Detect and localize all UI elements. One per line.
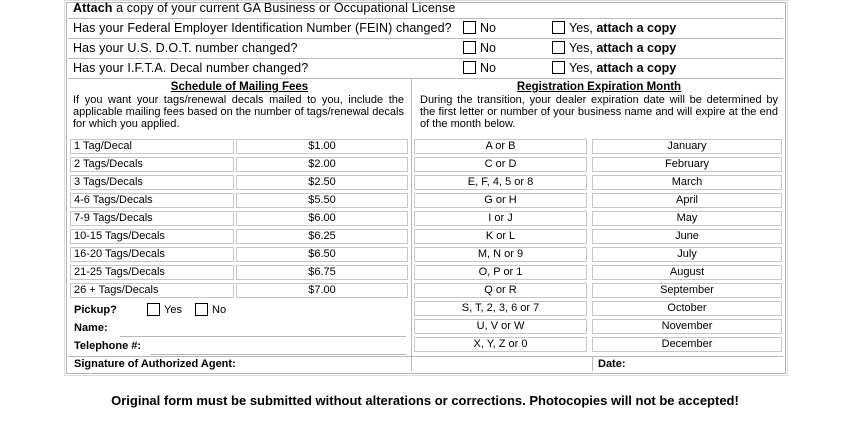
month-cell xyxy=(592,247,782,262)
letters-cell xyxy=(414,301,587,316)
expiration-month: December xyxy=(661,338,713,350)
dot-no-label: No xyxy=(480,41,496,55)
letters-cell xyxy=(414,265,587,280)
fees-description: If you want your tags/renewal decals mailed to you, include the applicable mailing fees based on the number of tags/renewal decals for which you applied. xyxy=(73,94,404,130)
fee-amount-cell xyxy=(236,193,408,208)
question-ifta: Has your I.F.T.A. Decal number changed? xyxy=(73,61,309,75)
fee-amount-cell xyxy=(236,265,408,280)
expiration-letters: M, N or 9 xyxy=(477,248,524,260)
expiration-letters: C or D xyxy=(484,158,517,170)
question-dot: Has your U.S. D.O.T. number changed? xyxy=(73,41,298,55)
fee-label: 2 Tags/Decals xyxy=(74,158,143,170)
expiration-letters: O, P or 1 xyxy=(478,266,523,278)
expiration-month: May xyxy=(676,212,698,224)
dot-yes-checkbox[interactable] xyxy=(552,41,565,54)
ifta-yes-checkbox[interactable] xyxy=(552,61,565,74)
signature-label: Signature of Authorized Agent: xyxy=(74,358,236,370)
letters-cell xyxy=(414,157,587,172)
telephone-label: Telephone #: xyxy=(74,340,142,352)
fee-amount: $2.00 xyxy=(308,158,336,170)
divider xyxy=(68,58,783,59)
fee-label: 10-15 Tags/Decals xyxy=(74,230,165,242)
letters-cell xyxy=(414,229,587,244)
month-cell xyxy=(592,139,782,154)
fee-label-cell xyxy=(70,175,234,190)
expiration-month: November xyxy=(661,320,713,332)
fee-label-cell xyxy=(70,193,234,208)
fees-title: Schedule of Mailing Fees xyxy=(170,81,309,93)
fee-amount: $6.75 xyxy=(308,266,336,278)
expiration-letters: X, Y, Z or 0 xyxy=(473,338,528,350)
fein-no-checkbox[interactable] xyxy=(463,21,476,34)
expiration-month: June xyxy=(675,230,699,242)
fee-amount: $6.00 xyxy=(308,212,336,224)
letters-cell xyxy=(414,211,587,226)
fee-amount: $1.00 xyxy=(308,140,336,152)
fee-label-cell xyxy=(70,157,234,172)
expiration-letters: S, T, 2, 3, 6 or 7 xyxy=(461,302,540,314)
divider xyxy=(68,78,783,79)
month-cell xyxy=(592,193,782,208)
fee-label: 21-25 Tags/Decals xyxy=(74,266,165,278)
letters-cell xyxy=(414,175,587,190)
letters-cell xyxy=(414,283,587,298)
expiration-month: February xyxy=(664,158,710,170)
month-cell xyxy=(592,229,782,244)
divider xyxy=(592,356,593,371)
letters-cell xyxy=(414,247,587,262)
month-cell xyxy=(592,157,782,172)
ifta-no-label: No xyxy=(480,61,496,75)
attach-text: a copy of your current GA Business or Occupational License xyxy=(112,1,456,15)
expiration-month: September xyxy=(660,284,714,296)
letters-cell xyxy=(414,337,587,352)
expiration-title: Registration Expiration Month xyxy=(516,81,682,93)
dot-no-checkbox[interactable] xyxy=(463,41,476,54)
fee-amount: $5.50 xyxy=(308,194,336,206)
expiration-month: October xyxy=(667,302,707,314)
fee-label: 26 + Tags/Decals xyxy=(74,284,159,296)
month-cell xyxy=(592,337,782,352)
expiration-month: August xyxy=(669,266,705,278)
attach-bold: Attach xyxy=(73,1,113,15)
fee-label-cell xyxy=(70,229,234,244)
fee-amount: $6.25 xyxy=(308,230,336,242)
pickup-no-label: No xyxy=(212,304,227,316)
fee-label: 16-20 Tags/Decals xyxy=(74,248,165,260)
expiration-letters: K or L xyxy=(485,230,516,242)
month-cell xyxy=(592,301,782,316)
ifta-yes-label: Yes, attach a copy xyxy=(569,61,677,75)
fee-label-cell xyxy=(70,247,234,262)
name-field[interactable] xyxy=(120,336,406,337)
fee-amount: $6.50 xyxy=(308,248,336,260)
fein-no-label: No xyxy=(480,21,496,35)
attach-line xyxy=(73,1,455,15)
name-label: Name: xyxy=(74,322,108,334)
ifta-no-checkbox[interactable] xyxy=(463,61,476,74)
fee-amount: $7.00 xyxy=(308,284,336,296)
fee-label-cell xyxy=(70,211,234,226)
fee-label: 3 Tags/Decals xyxy=(74,176,143,188)
month-cell xyxy=(592,319,782,334)
expiration-description: During the transition, your dealer expiration date will be determined by the first letter or number of your business name and will expire at the end of the month below. xyxy=(420,94,778,130)
expiration-month: March xyxy=(671,176,703,188)
expiration-month: July xyxy=(677,248,697,260)
expiration-letters: U, V or W xyxy=(476,320,525,332)
pickup-yes-checkbox[interactable] xyxy=(147,303,160,316)
fee-label: 1 Tag/Decal xyxy=(74,140,132,152)
pickup-no-checkbox[interactable] xyxy=(195,303,208,316)
month-cell xyxy=(592,283,782,298)
fee-amount: $2.50 xyxy=(308,176,336,188)
divider xyxy=(68,38,783,39)
fee-amount-cell xyxy=(236,229,408,244)
fein-yes-label: Yes, attach a copy xyxy=(569,21,677,35)
panel-divider xyxy=(411,79,412,371)
dot-yes-label: Yes, attach a copy xyxy=(569,41,677,55)
pickup-yes-label: Yes xyxy=(164,304,182,316)
fee-amount-cell xyxy=(236,283,408,298)
letters-cell xyxy=(414,139,587,154)
question-fein: Has your Federal Employer Identification Number (FEIN) changed? xyxy=(73,21,452,35)
fee-amount-cell xyxy=(236,211,408,226)
letters-cell xyxy=(414,193,587,208)
fee-label-cell xyxy=(70,139,234,154)
expiration-letters: E, F, 4, 5 or 8 xyxy=(467,176,534,188)
letters-cell xyxy=(414,319,587,334)
fee-amount-cell xyxy=(236,175,408,190)
expiration-letters: A or B xyxy=(485,140,516,152)
month-cell xyxy=(592,265,782,280)
fee-label-cell xyxy=(70,283,234,298)
expiration-letters: I or J xyxy=(488,212,513,224)
fee-amount-cell xyxy=(236,247,408,262)
divider xyxy=(68,356,783,357)
fein-yes-checkbox[interactable] xyxy=(552,21,565,34)
footer-notice: Original form must be submitted without alterations or corrections. Photocopies will not be accepted! xyxy=(111,393,739,408)
expiration-letters: Q or R xyxy=(484,284,517,296)
fee-amount-cell xyxy=(236,139,408,154)
date-label: Date: xyxy=(598,358,626,370)
divider xyxy=(68,18,783,19)
pickup-label: Pickup? xyxy=(74,304,117,316)
fee-label: 4-6 Tags/Decals xyxy=(74,194,153,206)
expiration-month: April xyxy=(675,194,698,206)
fee-label-cell xyxy=(70,265,234,280)
expiration-month: January xyxy=(667,140,707,152)
telephone-field[interactable] xyxy=(150,354,406,355)
fee-label: 7-9 Tags/Decals xyxy=(74,212,153,224)
expiration-letters: G or H xyxy=(484,194,517,206)
month-cell xyxy=(592,211,782,226)
fee-amount-cell xyxy=(236,157,408,172)
month-cell xyxy=(592,175,782,190)
